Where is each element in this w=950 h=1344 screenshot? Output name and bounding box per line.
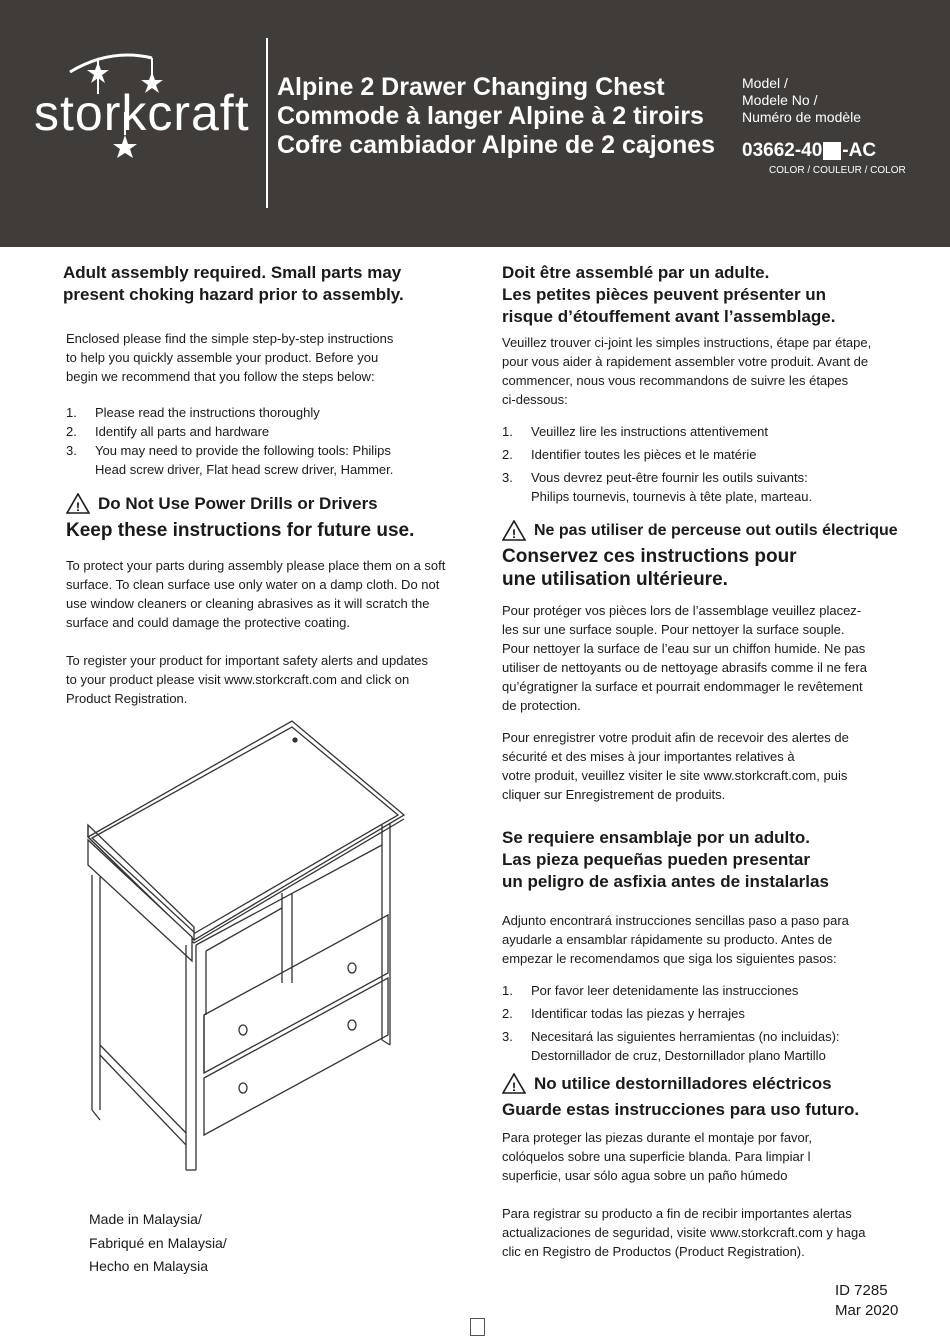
list-item: 1. Por favor leer detenidamente las instrucciones: [502, 983, 799, 998]
fr-steps: [502, 422, 912, 506]
page-marker: [470, 1318, 485, 1336]
brand-logo-text: storkcraft: [34, 85, 250, 141]
es-heading: Se requiere ensamblaje por un adulto. Las pieza pequeñas pueden presentar un peligro de asfixia antes de instalarlas: [502, 828, 829, 891]
list-item: 3. Necesitará las siguientes herramientas (no incluidas): Destornillador de cruz, Destornillador plano Martillo: [502, 1029, 840, 1063]
en-protect: To protect your parts during assembly please place them on a soft surface. To clean surface use only water on a damp cloth. Do not use window cleaners or cleaning abrasives as it will scratch the surface and could damage the protective coating.: [66, 558, 446, 630]
color-note: COLOR / COULEUR / COLOR: [769, 165, 906, 176]
title-en: Alpine 2 Drawer Changing Chest: [277, 73, 665, 101]
list-item: 2. Identificar todas las piezas y herrajes: [502, 1006, 745, 1021]
es-intro: Adjunto encontrará instrucciones sencillas paso a paso para ayudarle a ensamblar rápidamente su producto. Antes de empezar le recomendamos que siga los siguientes pasos:: [502, 913, 849, 966]
header-banner: [0, 0, 950, 247]
model-number: 03662-40 -AC: [742, 140, 877, 161]
english-section: [63, 262, 463, 708]
fr-register: Pour enregistrer votre produit afin de recevoir des alertes de sécurité et des mises à jour importantes relatives à votre produit, veuillez visiter le site www.storkcraft.com, puis cliquer sur Enregistrement de produits.: [502, 730, 849, 802]
product-titles: [277, 73, 715, 160]
list-item: 2. Identify all parts and hardware: [66, 424, 270, 439]
fr-protect: Pour protéger vos pièces lors de l’assemblage veuillez placez- les sur une surface souple. Pour nettoyer la surface souple. Pour nettoyer la surface de l’eau sur un chiffon humide. Ne pas utiliser de nettoyants ou de nettoyage abrasifs comme il ne fera qu’égratigner la surface et pourrait endommager le revêtement de protection.: [502, 603, 867, 713]
en-steps: [63, 403, 463, 479]
color-swatch: [823, 142, 841, 160]
list-item: 3. You may need to provide the following tools: Philips Head screw driver, Flat head screw driver, Hammer.: [66, 443, 394, 477]
title-es: Cofre cambiador Alpine de 2 cajones: [277, 131, 716, 159]
fr-warning: ! Ne pas utiliser de perceuse out outils électrique: [502, 520, 912, 541]
french-section: [502, 262, 912, 804]
es-steps: [502, 981, 912, 1065]
document-id: ID 7285 Mar 2020: [835, 1282, 899, 1319]
header-divider: [266, 38, 268, 208]
spanish-section: [502, 827, 912, 1261]
fr-heading: Doit être assemblé par un adulte. Les petites pièces peuvent présenter un risque d’étouffement avant l’assemblage.: [502, 263, 836, 326]
fr-keep-instructions: Conservez ces instructions pour une utilisation ultérieure.: [502, 546, 797, 590]
en-heading: Adult assembly required. Small parts may present choking hazard prior to assembly.: [63, 263, 404, 304]
list-item: 1. Veuillez lire les instructions attentivement: [502, 424, 769, 439]
en-keep-instructions: Keep these instructions for future use.: [66, 520, 415, 541]
made-in: Made in Malaysia/ Fabriqué en Malaysia/ Hecho en Malaysia: [89, 1211, 227, 1274]
svg-text:!: !: [76, 500, 80, 514]
es-register: Para registrar su producto a fin de recibir importantes alertas actualizaciones de seguridad, visite www.storkcraft.com y haga clic en Registro de Productos (Product Registration).: [502, 1206, 866, 1259]
en-register: To register your product for important safety alerts and updates to your product please visit www.storkcraft.com and click on Product Registration.: [66, 653, 429, 706]
title-fr: Commode à langer Alpine à 2 tiroirs: [277, 102, 704, 130]
warning-triangle-icon: [502, 1073, 526, 1094]
warning-triangle-icon: [502, 520, 526, 541]
en-warning: ! Do Not Use Power Drills or Drivers: [63, 493, 463, 514]
list-item: 2. Identifier toutes les pièces et le matérie: [502, 447, 757, 462]
changing-chest-illustration: [82, 715, 412, 1175]
warning-triangle-icon: [66, 493, 90, 514]
es-warning: ! No utilice destornilladores eléctricos: [502, 1073, 912, 1094]
svg-text:!: !: [512, 527, 516, 541]
list-item: 1. Please read the instructions thoroughly: [66, 405, 320, 420]
model-label: Model / Modele No / Numéro de modèle: [742, 75, 862, 125]
list-item: 3. Vous devrez peut-être fournir les outils suivants: Philips tournevis, tournevis à tête plate, marteau.: [502, 470, 813, 504]
svg-text:!: !: [512, 1080, 516, 1094]
es-keep-instructions: Guarde estas instrucciones para uso futuro.: [502, 1100, 860, 1119]
es-protect: Para proteger las piezas durante el montaje por favor, colóquelos sobre una superficie blanda. Para limpiar l superficie, usar sólo agua sobre un paño húmedo: [502, 1130, 813, 1183]
en-intro: Enclosed please find the simple step-by-step instructions to help you quickly assemble your product. Before you begin we recommend that you follow the steps below:: [66, 331, 394, 384]
fr-intro: Veuillez trouver ci-joint les simples instructions, étape par étape, pour vous aider à rapidement assembler votre produit. Avant de commencer, nous vous recommandons de suivre les étapes ci-dessous:: [502, 335, 872, 407]
